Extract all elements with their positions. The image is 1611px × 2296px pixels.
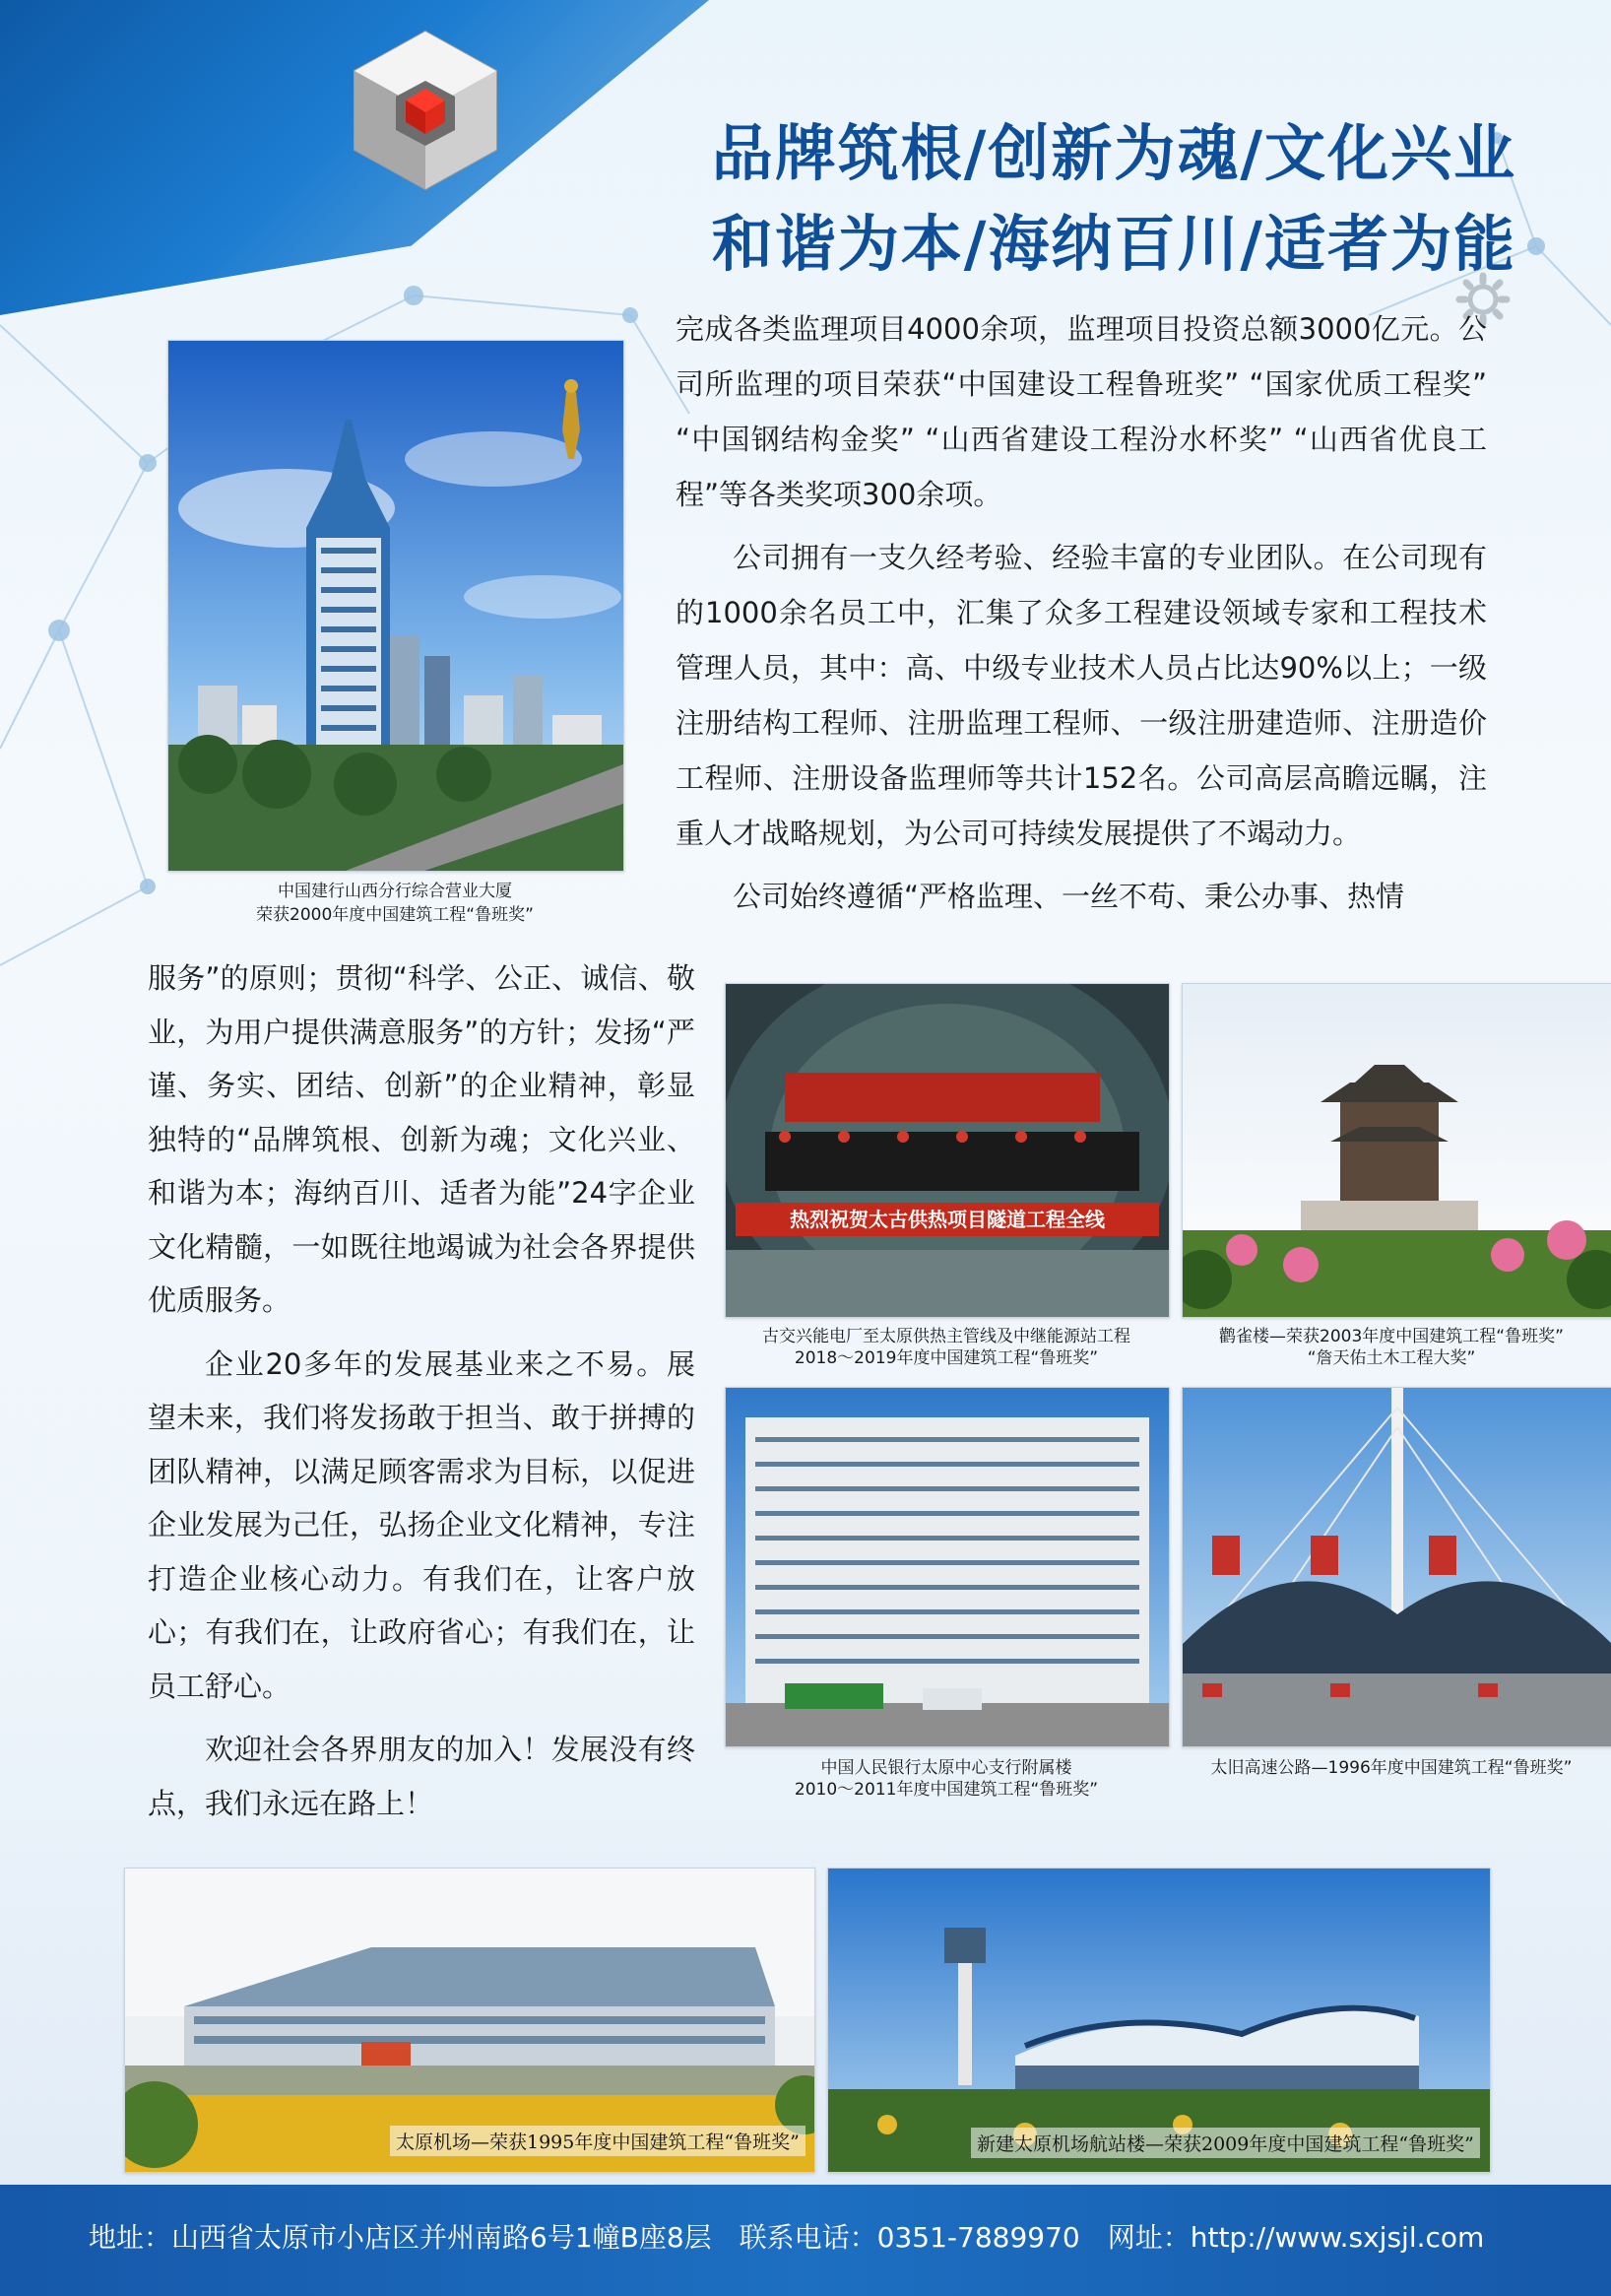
- caption-tower-line1: 中国建行山西分行综合营业大厦: [278, 882, 512, 901]
- caption-tunnel-line2: 2018～2019年度中国建筑工程“鲁班奖”: [794, 1348, 1099, 1368]
- caption-pavilion-line1: 鹳雀楼—荣获2003年度中国建筑工程“鲁班奖”: [1219, 1327, 1564, 1346]
- tower-illustration: [168, 341, 623, 871]
- paragraph-principles: 服务”的原则；贯彻“科学、公正、诚信、敬业，为用户提供满意服务”的方针；发扬“严谨、务实、团结、创新”的企业精神，彰显独特的“品牌筑根、创新为魂；文化兴业、和谐为本；海纳百川、适者为能”24字企业文化精髓，一如既往地竭诚为社会各界提供优质服务。: [148, 961, 695, 1317]
- bank-illustration: [726, 1388, 1169, 1746]
- caption-airport2: 新建太原机场航站楼—荣获2009年度中国建筑工程“鲁班奖”: [971, 2128, 1480, 2158]
- caption-bank-line1: 中国人民银行太原中心支行附属楼: [820, 1758, 1072, 1778]
- paragraph-future: 企业20多年的发展基业来之不易。展望未来，我们将发扬敢于担当、敢于拼搏的团队精神，以满足顾客需求为目标，以促进企业发展为己任，弘扬企业文化精神，专注打造企业核心动力。有我们在，让客户放心；有我们在，让政府省心；有我们在，让员工舒心。: [148, 1346, 695, 1703]
- highway-illustration: [1183, 1388, 1611, 1746]
- caption-bank-line2: 2010～2011年度中国建筑工程“鲁班奖”: [794, 1780, 1099, 1800]
- paragraph-team: 公司拥有一支久经考验、经验丰富的专业团队。在公司现有的1000余名员工中，汇集了众多工程建设领域专家和工程技术管理人员，其中：高、中级专业技术人员占比达90%以上；一级注册结构工程师、注册监理工程师、一级注册建造师、注册造价工程师、注册设备监理师等共计152名。公司高层高瞻远瞩，注重人才战略规划，为公司可持续发展提供了不竭动力。: [676, 541, 1487, 850]
- caption-airport1: 太原机场—荣获1995年度中国建筑工程“鲁班奖”: [390, 2126, 806, 2156]
- photo-taijiu-expressway: [1182, 1387, 1611, 1747]
- tunnel-banner-text: 热烈祝贺太古供热项目隧道工程全线: [790, 1210, 1105, 1231]
- caption-tunnel-line1: 古交兴能电厂至太原供热主管线及中继能源站工程: [762, 1327, 1130, 1346]
- paragraph-welcome: 欢迎社会各界朋友的加入！发展没有终点，我们永远在路上！: [148, 1733, 695, 1820]
- tunnel-illustration: [726, 984, 1169, 1317]
- caption-pavilion-line2: “詹天佑土木工程大奖”: [1307, 1348, 1476, 1368]
- pavilion-illustration: [1183, 984, 1611, 1317]
- airport2-illustration: [828, 1869, 1490, 2172]
- photo-ccb-tower: [167, 340, 624, 872]
- photo-pboc-building: [725, 1387, 1170, 1747]
- company-logo-icon: [347, 28, 504, 193]
- footer-contact-info: 地址：山西省太原市小店区并州南路6号1幢B座8层 联系电话：0351-7889970 网址：http://www.sxjsjl.com: [89, 2221, 1485, 2254]
- paragraph-awards: 完成各类监理项目4000余项，监理项目投资总额3000亿元。公司所监理的项目荣获“中国建设工程鲁班奖” “国家优质工程奖” “中国钢结构金奖” “山西省建设工程汾水杯奖” “山西省优良工程”等各类奖项300余项。: [676, 312, 1487, 511]
- paragraph-principles-start: 公司始终遵循“严格监理、一丝不苟、秉公办事、热情: [733, 880, 1405, 913]
- slogan-line-1: 品牌筑根/创新为魂/文化兴业: [711, 117, 1516, 189]
- photo-guanque-tower: [1182, 983, 1611, 1318]
- caption-tower-line2: 荣获2000年度中国建筑工程“鲁班奖”: [256, 905, 534, 925]
- slogan-line-2: 和谐为本/海纳百川/适者为能: [711, 208, 1516, 280]
- caption-highway: 太旧高速公路—1996年度中国建筑工程“鲁班奖”: [1210, 1758, 1573, 1778]
- text-block-right: [676, 301, 1487, 924]
- text-block-left: [148, 951, 695, 1830]
- photo-tunnel-project: [725, 983, 1170, 1318]
